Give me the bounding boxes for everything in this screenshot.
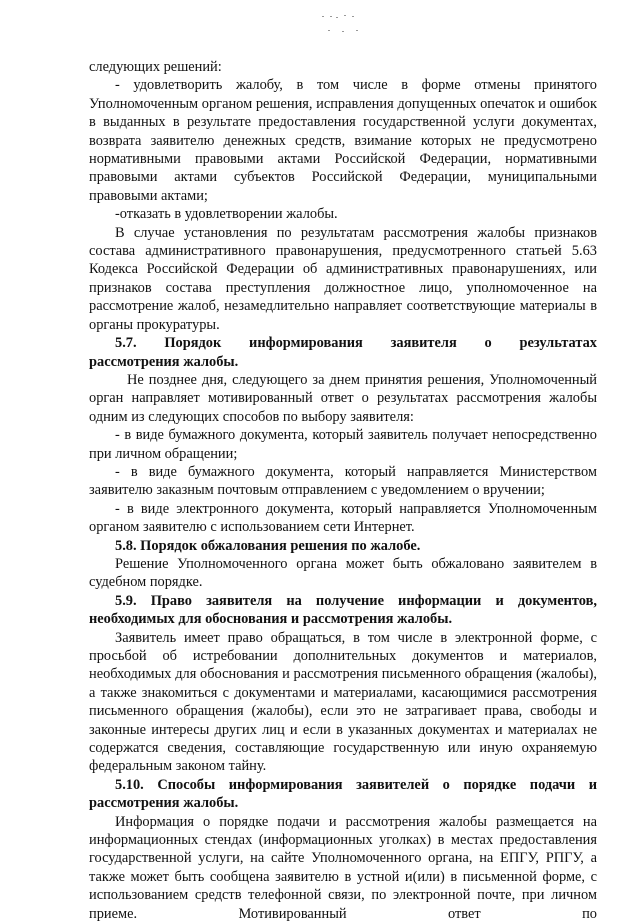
list-item: - в виде бумажного документа, который заявитель получает непосредственно при личном обращении; — [89, 427, 597, 462]
list-item: - в виде электронного документа, который направляется Уполномоченным органом заявителю с использованием сети Интернет. — [89, 500, 597, 536]
section-heading-5-7-cont: рассмотрения жалобы. — [89, 353, 239, 370]
list-item: - в виде бумажного документа, который направляется Министерством заявителю заказным почтовым отправлением с уведомлением о вручении; — [89, 463, 597, 499]
scan-artifact — [300, 12, 370, 38]
section-heading-5-9: 5.9. Право заявителя на получение информации и документов, — [115, 592, 597, 609]
paragraph: Информация о порядке подачи и рассмотрения жалобы размещается на информационных стендах (информационных уголках) в местах предоставления государственной услуги, на сайте Уполномоченного органа, на ЕПГУ, РПГУ, а также может быть сообщена заявителю в устной и(или) в письменной форме, с использованием средств телефонной связи, по электронной почте, при личном приеме. Мотивированный ответ по — [89, 813, 597, 922]
paragraph: Заявитель имеет право обращаться, в том числе в электронной форме, с просьбой об истребовании дополнительных документов и материалов, необходимых для обоснования и рассмотрения письменного обращения (жалобы), а также знакомиться с документами и материалами, касающимися рассмотрения письменного обращения (жалобы), если это не затрагивает права, свободы и законные интересы других лиц и если в указанных документах и материалах не содержатся сведения, составляющие государственную или иную охраняемую федеральным законом тайну. — [89, 629, 597, 775]
paragraph: -отказать в удовлетворении жалобы. — [115, 206, 338, 223]
section-heading-5-7: 5.7. Порядок информирования заявителя о результатах — [115, 335, 597, 352]
section-heading-5-8: 5.8. Порядок обжалования решения по жалобе. — [115, 537, 421, 554]
section-heading-5-9-cont: необходимых для обоснования и рассмотрения жалобы. — [89, 611, 453, 628]
paragraph: Решение Уполномоченного органа может быть обжаловано заявителем в судебном порядке. — [89, 555, 597, 591]
section-heading-5-10-cont: рассмотрения жалобы. — [89, 795, 239, 812]
paragraph: следующих решений: — [89, 59, 222, 75]
paragraph: - удовлетворить жалобу, в том числе в форме отмены принятого Уполномоченным органом решения, исправления допущенных опечаток и ошибок в выданных в результате предоставления государственной услуги документах, возврата заявителю денежных средств, взимание которых не предусмотрено нормативными правовыми актами Российской Федерации, нормативными правовыми актами субъектов Российской Федерации, муниципальными правовыми актами; — [89, 77, 597, 204]
section-heading-5-10: 5.10. Способы информирования заявителей о порядке подачи и — [115, 776, 597, 793]
paragraph: В случае установления по результатам рассмотрения жалобы признаков состава административного правонарушения, предусмотренного статьей 5.63 Кодекса Российской Федерации об административных правонарушениях, или признаков состава преступления должностное лицо, уполномоченное на рассмотрение жалоб, незамедлительно направляет соответствующие материалы в органы прокуратуры. — [89, 224, 597, 333]
paragraph: Не позднее дня, следующего за днем принятия решения, Уполномоченный орган направляет мотивированный ответ о результатах рассмотрения жалобы одним из следующих способов по выбору заявителя: — [89, 371, 597, 425]
document-body — [89, 58, 597, 923]
